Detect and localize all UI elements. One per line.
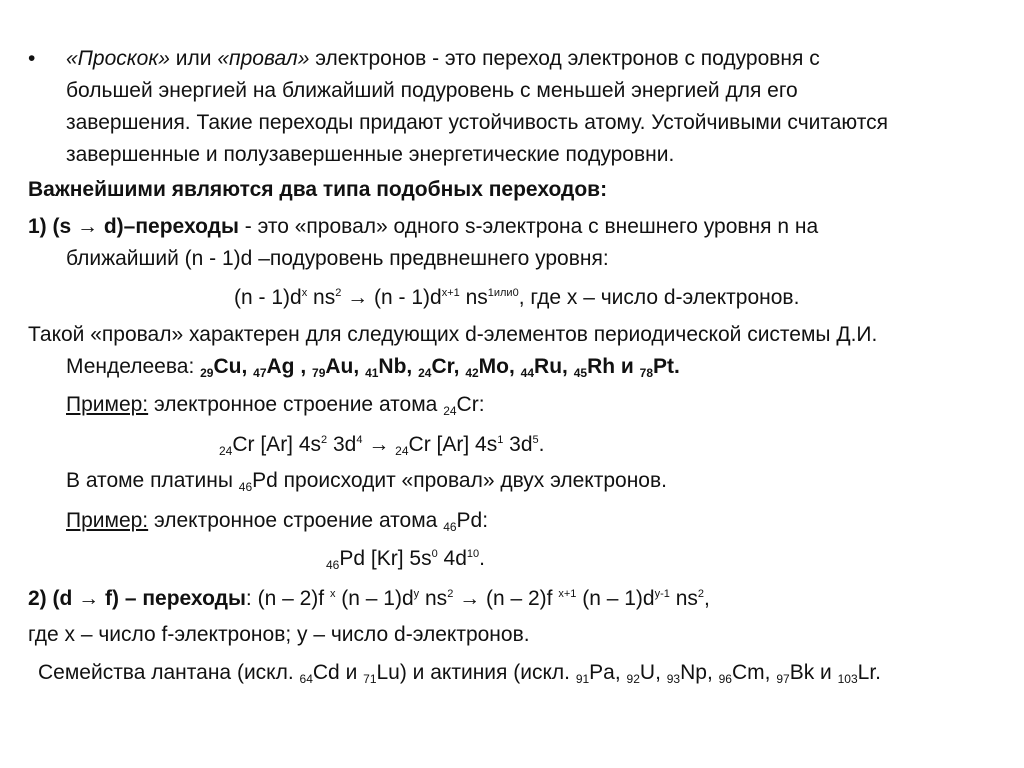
element-symbol: Nb — [378, 355, 407, 378]
families-line — [38, 660, 881, 686]
config-part: 3d — [327, 433, 357, 456]
example1-colon: : — [478, 393, 485, 416]
formula-part: ns — [459, 286, 488, 309]
type2-colon: : — [245, 587, 252, 610]
element-separator: , — [406, 355, 419, 378]
formula-sup: 1или0 — [487, 287, 519, 299]
families-text: Семейства лантана (искл. — [38, 661, 300, 684]
term-proskok: «Проскок» — [66, 47, 170, 70]
type2-heading: 2) (d → f) – переходы — [28, 587, 246, 610]
config-sup: 0 — [431, 548, 438, 560]
element-symbol: Mo — [478, 355, 509, 378]
example1-config — [219, 432, 545, 458]
element-separator: , — [614, 661, 627, 684]
example2-text: электронное строение атома — [148, 509, 444, 532]
config-part: Cr [Ar] 4s — [408, 433, 498, 456]
platinum-text-rest: происходит «провал» двух электронов. — [277, 469, 667, 492]
atomic-number: 91 — [575, 672, 590, 686]
type1-line-2: ближайший (n - 1)d –подуровень предвнешнего уровня: — [66, 247, 609, 270]
element-symbol: U — [639, 661, 656, 684]
formula-part: (n – 2)f — [251, 587, 330, 610]
types-heading: Важнейшими являются два типа подобных переходов: — [28, 178, 608, 201]
type1-heading: 1) (s → d)–переходы — [28, 215, 239, 238]
atomic-number: 96 — [718, 672, 732, 686]
formula-sup: y-1 — [654, 588, 670, 600]
element-separator: , — [706, 661, 719, 684]
config-part: . — [538, 433, 545, 456]
element-symbol: Au — [325, 355, 354, 378]
example2-label: Пример: — [66, 509, 149, 532]
element-symbol: Ru — [534, 355, 563, 378]
config-sup: 4 — [356, 434, 363, 446]
element-separator: , — [655, 661, 667, 684]
atomic-number: 29 — [200, 366, 214, 380]
anomaly-prefix: Менделеева: — [66, 355, 201, 378]
atomic-number: 79 — [312, 366, 326, 380]
example1-line — [66, 392, 485, 418]
config-part: 4d — [437, 547, 467, 570]
example1-text: электронное строение атома — [148, 393, 444, 416]
atomic-number: 44 — [520, 366, 535, 380]
element-symbol: Lr — [857, 661, 876, 684]
formula-sup: 2 — [335, 287, 342, 299]
formula-part: , где x – число d-электронов. — [518, 286, 800, 309]
anomaly-line-2 — [66, 354, 680, 380]
platinum-symbol: Pd — [252, 469, 278, 492]
element-symbol: Cm — [731, 661, 765, 684]
element-symbol: Pa — [589, 661, 615, 684]
atomic-number: 24 — [418, 366, 432, 380]
formula-part: ns — [307, 286, 336, 309]
type2-line-1 — [28, 586, 710, 612]
config-part: Cr [Ar] 4s — [232, 433, 322, 456]
config-part: Pd [Kr] 5s — [339, 547, 432, 570]
formula-part: (n – 1)d — [576, 587, 655, 610]
anomaly-line-1: Такой «провал» характерен для следующих d-элементов периодической системы Д.И. — [28, 323, 878, 346]
formula-sup: x — [329, 588, 336, 600]
config-sup: 10 — [466, 548, 480, 560]
families-text: ) и актиния (искл. — [399, 661, 576, 684]
example2-atomic-number: 46 — [443, 520, 457, 534]
config-arrow: → — [362, 433, 396, 456]
element-symbol: Cr — [431, 355, 454, 378]
actinide-exception-list — [576, 661, 881, 684]
type2-line-2: где x – число f-электронов; y – число d-электронов. — [28, 623, 530, 646]
element-separator: , — [353, 355, 366, 378]
formula-part: (n – 1)d — [335, 587, 414, 610]
atomic-number: 42 — [465, 366, 479, 380]
atomic-number: 45 — [573, 366, 588, 380]
example2-colon: : — [482, 509, 489, 532]
element-symbol: Np — [680, 661, 707, 684]
config-sub: 46 — [326, 558, 340, 572]
config-part: . — [479, 547, 485, 570]
families-atomic-number: 64 — [299, 672, 313, 686]
atomic-number: 103 — [837, 672, 858, 686]
formula-sup: 2 — [697, 588, 705, 600]
type1-line-1-rest: - это «провал» одного s-электрона с внешнего уровня n на — [238, 215, 819, 238]
platinum-text: В атоме платины — [66, 469, 239, 492]
intro-line-3: завершения. Такие переходы придают устойчивость атому. Устойчивыми считаются — [66, 111, 888, 134]
type1-formula — [234, 285, 799, 311]
atomic-number: 78 — [639, 366, 654, 380]
config-part: 3d — [503, 433, 533, 456]
example2-config — [326, 546, 485, 572]
element-separator: и — [615, 355, 640, 378]
atomic-number: 41 — [365, 366, 379, 380]
formula-sup: x — [301, 287, 308, 299]
element-symbol: Cu — [213, 355, 242, 378]
element-separator: , — [241, 355, 254, 378]
element-separator: , — [294, 355, 313, 378]
element-separator: , — [453, 355, 466, 378]
families-symbol: Cd — [312, 661, 340, 684]
element-symbol: Ag — [266, 355, 295, 378]
atomic-number: 97 — [776, 672, 790, 686]
formula-sup: x+1 — [441, 287, 460, 299]
example1-symbol: Cr — [456, 393, 479, 416]
type1-line-1 — [28, 214, 818, 240]
formula-part: (n - 1)d — [234, 286, 302, 309]
formula-sup: y — [413, 588, 420, 600]
platinum-atomic-number: 46 — [238, 480, 253, 494]
formula-part: → (n – 2)f — [453, 587, 559, 610]
formula-part: ns — [419, 587, 448, 610]
element-separator: , — [764, 661, 777, 684]
element-separator: , — [562, 355, 574, 378]
element-separator: , — [509, 355, 521, 378]
element-separator: . — [875, 661, 881, 684]
intro-or: или — [169, 47, 218, 70]
bullet-marker: • — [28, 47, 36, 70]
anomaly-element-list — [200, 355, 680, 378]
formula-part: ns — [669, 587, 698, 610]
element-symbol: Pt — [653, 355, 675, 378]
element-separator: . — [674, 355, 680, 378]
config-sub: 24 — [219, 444, 233, 458]
element-symbol: Bk — [789, 661, 815, 684]
families-symbol: Lu — [376, 661, 400, 684]
formula-sup: x+1 — [558, 588, 577, 600]
intro-line-1 — [66, 46, 820, 72]
element-separator: и — [814, 661, 838, 684]
config-sup: 2 — [321, 434, 328, 446]
platinum-line — [66, 468, 667, 494]
families-text: и — [339, 661, 364, 684]
atomic-number: 93 — [666, 672, 681, 686]
atomic-number: 47 — [253, 366, 267, 380]
example2-line — [66, 508, 488, 534]
element-symbol: Rh — [587, 355, 616, 378]
intro-line-1-rest: электронов - это переход электронов с подуровня с — [309, 47, 820, 70]
formula-sup: 2 — [447, 588, 454, 600]
formula-part: → (n - 1)d — [341, 286, 442, 309]
example1-atomic-number: 24 — [443, 404, 457, 418]
atomic-number: 92 — [626, 672, 640, 686]
config-sup: 1 — [497, 434, 504, 446]
config-sub: 24 — [395, 444, 409, 458]
intro-line-4: завершенные и полузавершенные энергетические подуровни. — [66, 143, 675, 166]
example1-label: Пример: — [66, 393, 149, 416]
intro-line-2: большей энергией на ближайший подуровень с меньшей энергией для его — [66, 79, 798, 102]
config-sup: 5 — [532, 434, 539, 446]
example2-symbol: Pd — [456, 509, 483, 532]
families-atomic-number: 71 — [363, 672, 377, 686]
formula-part: , — [704, 587, 710, 610]
term-proval: «провал» — [217, 47, 310, 70]
